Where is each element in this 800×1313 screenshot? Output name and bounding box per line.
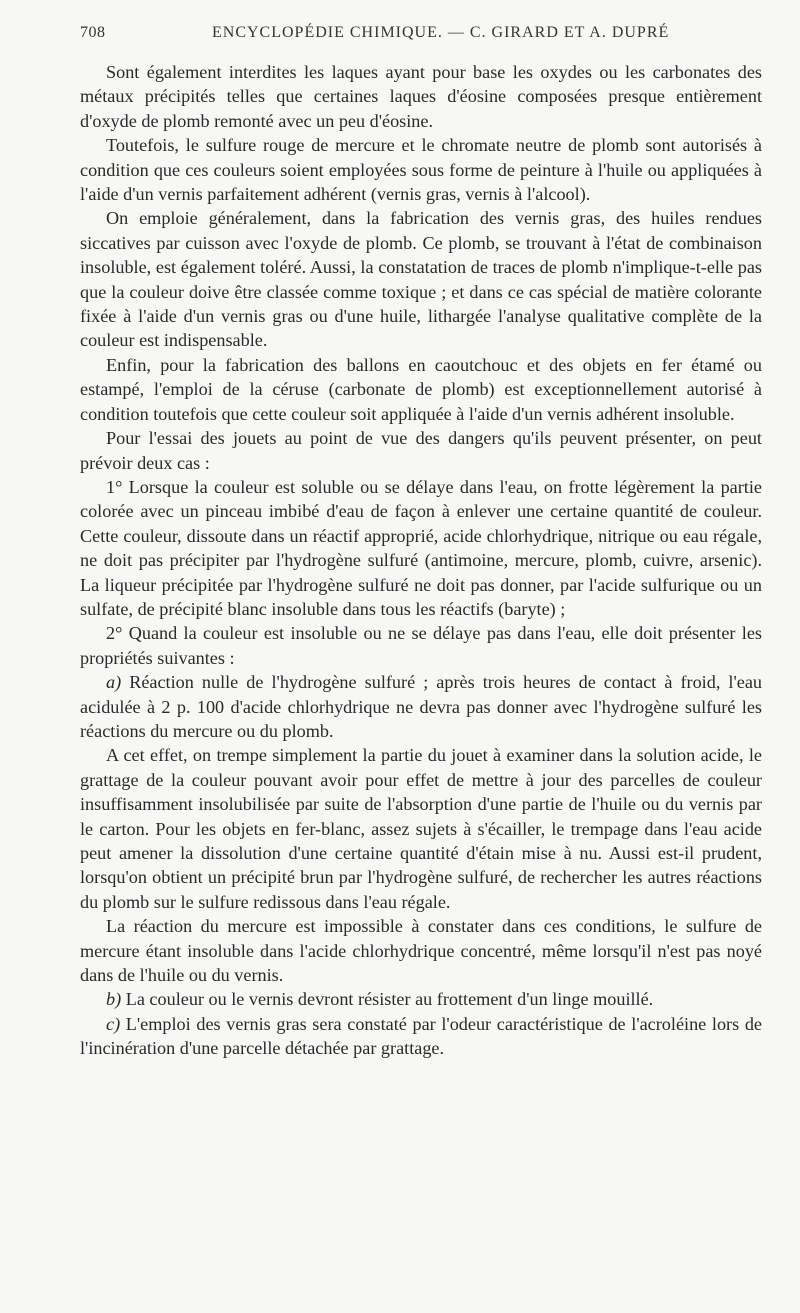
paragraph <box>80 670 762 743</box>
paragraph-text: A cet effet, on trempe simplement la partie du jouet à examiner dans la solution acide, le grattage de la couleur pouvant avoir pour effet de mettre à jour des parcelles de couleur insuffisamment insolubilisée par suite de l'absorption d'une partie de l'huile ou du vernis par le carton. Pour les objets en fer-blanc, assez sujets à s'écailler, le trempage dans l'eau acide peut amener la dissolution d'une certaine quantité d'étain mise à nu. Aussi est-il prudent, lorsqu'on obtient un précipité brun par l'hydrogène sulfuré, de rechercher les autres réactions du plomb sur le sulfure redissous dans l'eau régale. <box>80 745 762 912</box>
paragraph <box>80 621 762 670</box>
paragraph-text: Réaction nulle de l'hydrogène sulfuré ; après trois heures de contact à froid, l'eau acidulée à 2 p. 100 d'acide chlorhydrique ne devra pas donner avec l'hydrogène sulfuré les réactions du mercure ou du plomb. <box>80 672 762 741</box>
paragraph <box>80 206 762 352</box>
paragraph-text: La réaction du mercure est impossible à constater dans ces conditions, le sulfure de mercure étant insoluble dans l'acide chlorhydrique concentré, même lorsqu'il n'est pas noyé dans de l'huile ou du vernis. <box>80 916 762 986</box>
list-marker: c) <box>106 1013 121 1034</box>
paragraph <box>80 475 762 621</box>
paragraph-text: Toutefois, le sulfure rouge de mercure et le chromate neutre de plomb sont autorisés à condition que ces couleurs soient employées sous forme de peinture à l'huile ou appliquées à l'aide d'un vernis parfaitement adhérent (vernis gras, vernis à l'alcool). <box>80 135 762 205</box>
list-marker: b) <box>106 989 122 1010</box>
paragraph-text: Enfin, pour la fabrication des ballons en caoutchouc et des objets en fer étamé ou estampé, l'emploi de la céruse (carbonate de plomb) est exceptionnellement autorisé à condition toutefois que cette couleur soit appliquée à l'aide d'un vernis adhérent insoluble. <box>80 354 762 424</box>
paragraph-text: Pour l'essai des jouets au point de vue des dangers qu'ils peuvent présenter, on peut prévoir deux cas : <box>80 428 762 473</box>
paragraph-text: 2° Quand la couleur est insoluble ou ne se délaye pas dans l'eau, elle doit présenter les propriétés suivantes : <box>80 623 762 668</box>
paragraph <box>80 426 762 475</box>
paragraph <box>80 133 762 206</box>
paragraph-text: L'emploi des vernis gras sera constaté par l'odeur caractéristique de l'acroléine lors de l'incinération d'une parcelle détachée par grattage. <box>80 1013 762 1059</box>
list-marker: a) <box>106 672 122 693</box>
running-header <box>80 24 762 50</box>
paragraph-text: La couleur ou le vernis devront résister au frottement d'un linge mouillé. <box>125 989 654 1010</box>
paragraph-text: 1° Lorsque la couleur est soluble ou se délaye dans l'eau, on frotte légèrement la partie colorée avec un pinceau imbibé d'eau de façon à enlever une certaine quantité de couleur. Cette couleur, dissoute dans un réactif approprié, acide chlorhydrique, nitrique ou eau régale, ne doit pas précipiter par l'hydrogène sulfuré (antimoine, mercure, plomb, cuivre, arsenic). La liqueur précipitée par l'hydrogène sulfuré ne doit pas donner, par l'acide sulfurique ou un sulfate, de précipité blanc insoluble dans tous les réactifs (baryte) ; <box>80 476 762 619</box>
paragraph-text: On emploie généralement, dans la fabrication des vernis gras, des huiles rendues siccatives par cuisson avec l'oxyde de plomb. Ce plomb, se trouvant à l'état de combinaison insoluble, est également toléré. Aussi, la constatation de traces de plomb n'implique-t-elle pas que la couleur doive être classée comme toxique ; et dans ce cas spécial de matière colorante fixée à l'aide d'un vernis gras ou d'une huile, lithargée l'analyse qualitative complète de la couleur est indispensable. <box>80 208 762 351</box>
paragraph <box>80 914 762 987</box>
paragraph <box>80 60 762 133</box>
paragraph <box>80 987 762 1011</box>
body-text <box>80 60 762 1061</box>
paragraph <box>80 1012 762 1061</box>
page-number: 708 <box>80 24 106 41</box>
running-title: ENCYCLOPÉDIE CHIMIQUE. — C. GIRARD ET A. DUPRÉ <box>212 24 670 41</box>
paragraph <box>80 353 762 426</box>
paragraph <box>80 743 762 914</box>
paragraph-text: Sont également interdites les laques ayant pour base les oxydes ou les carbonates des métaux précipités telles que certaines laques d'éosine composées presque entièrement d'oxyde de plomb remonté avec un peu d'éosine. <box>80 62 762 131</box>
